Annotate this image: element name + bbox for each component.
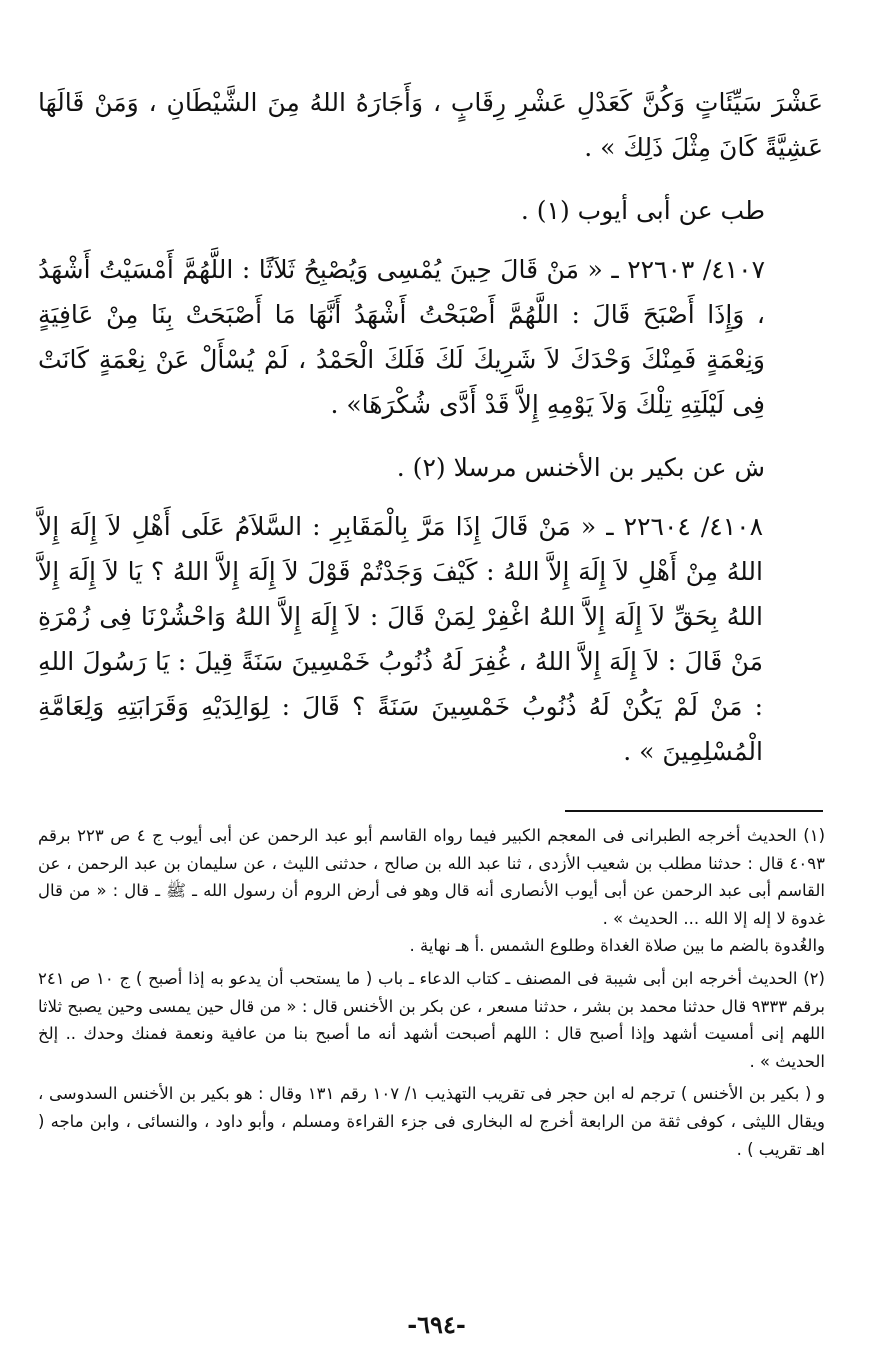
footnote-2: (٢) الحديث أخرجه ابن أبى شيبة فى المصنف ـ كتاب الدعاء ـ باب ( ما يستحب أن يدعو به إذا أصبح ) ج ١٠ ص ٢٤١ برقم ٩٣٣٣ قال حدثنا محمد بن بشر ، حدثنا مسعر ، عن بكر بن الأخنس قال : « من قال حين يمسى وحين يصبح ثلاثا اللهم إنى أمسيت أشهد وإذا أصبح قال : اللهم أصبحت أشهد أنه ما أصبح بنا من عافية ونعمة فمنك وحدك .. إلخ الحديث » . <box>38 968 825 1071</box>
hadith-continuation: عَشْرَ سَيِّئَاتٍ وَكُنَّ كَعَدْلِ عَشْرِ رِقَابٍ ، وَأَجَارَهُ اللهُ مِنَ الشَّيْطَانِ ، وَمَنْ قَالَهَا عَشِيَّةً كَانَ مِثْلَ ذَلِكَ » . <box>38 88 823 162</box>
source-attribution: طب عن أبى أيوب (١) . <box>520 196 765 225</box>
source-attribution: ش عن بكير بن الأخنس مرسلا (٢) . <box>396 453 765 482</box>
hadith-4108: ٤١٠٨/ ٢٢٦٠٤ ـ « مَنْ قَالَ إِذَا مَرَّ بِالْمَقَابِرِ : السَّلاَمُ عَلَى أَهْلِ لاَ إِلَهَ إِلاَّ اللهُ مِنْ أَهْلِ لاَ إِلَهَ إِلاَّ اللهُ : كَيْفَ وَجَدْتُمْ قَوْلَ لاَ إِلَهَ إِلاَّ اللهُ ؟ يَا لاَ إِلَهَ إِلاَّ اللهُ بِحَقِّ لاَ إِلَهَ إِلاَّ اللهُ اغْفِرْ لِمَنْ قَالَ : لاَ إِلَهَ إِلاَّ اللهُ وَاحْشُرْنَا فِى زُمْرَةِ مَنْ قَالَ : لاَ إِلَهَ إِلاَّ اللهُ ، غُفِرَ لَهُ ذُنُوبُ خَمْسِينَ سَنَةً قِيلَ : يَا رَسُولَ اللهِ : مَنْ لَمْ يَكُنْ لَهُ ذُنُوبُ خَمْسِينَ سَنَةً ؟ قَالَ : لِوَالِدَيْهِ وَقَرَابَتِهِ وَلِعَامَّةِ الْمُسْلِمِينَ » . <box>38 512 763 766</box>
footnote-1: (١) الحديث أخرجه الطبرانى فى المعجم الكبير فيما رواه القاسم أبو عبد الرحمن عن أبى أيوب ج ٤ ص ٢٢٣ برقم ٤٠٩٣ قال : حدثنا مطلب بن شعيب الأزدى ، ثنا عبد الله بن صالح ، حدثنى الليث ، عن سليمان بن عبد الرحمن ، عن القاسم أبى عبد الرحمن عن أبى أيوب الأنصارى أنه قال وهو فى أرض الروم أن رسول الله ـ ﷺ ـ قال : « من قال غدوة لا إله إلا الله ... الحديث » . <box>38 826 825 928</box>
hadith-4107: ٤١٠٧/ ٢٢٦٠٣ ـ « مَنْ قَالَ حِينَ يُمْسِى وَيُصْبِحُ ثَلاَثًا : اللَّهُمَّ أَمْسَيْتُ أَشْهَدُ ، وَإِذَا أَصْبَحَ قَالَ : اللَّهُمَّ أَصْبَحْتُ أَشْهَدُ أَنَّهَا مَا أَصْبَحَتْ بِنَا مِنْ عَافِيَةٍ وَنِعْمَةٍ فَمِنْكَ وَحْدَكَ لاَ شَرِيكَ لَكَ فَلَكَ الْحَمْدُ ، لَمْ يُسْأَلْ عَنْ نِعْمَةٍ كَانَتْ فِى لَيْلَتِهِ تِلْكَ وَلاَ يَوْمِهِ إِلاَّ قَدْ أَدَّى شُكْرَهَا» . <box>38 255 765 419</box>
footnotes <box>38 822 825 1163</box>
footnote-1-gloss: والغُدوة بالضم ما بين صلاة الغداة وطلوع الشمس .أ هـ نهاية . <box>409 936 825 956</box>
footnote-divider <box>565 810 823 812</box>
page-number: -٦٩٤- <box>407 1310 466 1339</box>
footnote-2-note: و ( بكير بن الأخنس ) ترجم له ابن حجر فى تقريب التهذيب ١/ ١٠٧ رقم ١٣١ وقال : هو بكير بن الأخنس السدوسى ، ويقال الليثى ، كوفى ثقة من الرابعة أخرج له البخارى فى جزء القراءة ومسلم ، وأبو داود ، والنسائى ، وابن ماجه ( اهـ تقريب ) . <box>38 1084 825 1159</box>
main-text <box>38 80 823 774</box>
